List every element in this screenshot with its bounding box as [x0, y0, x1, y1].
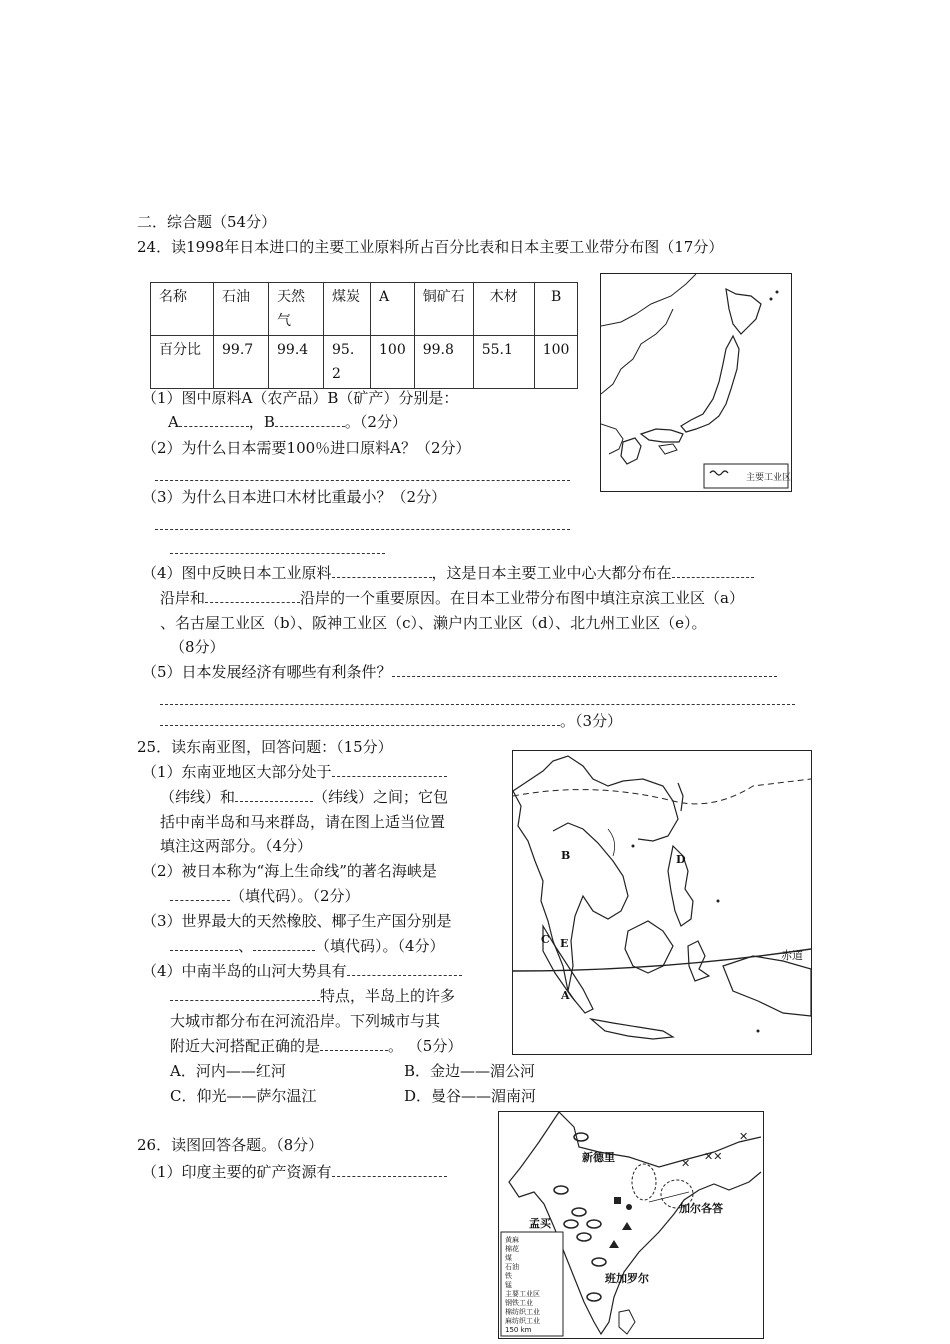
table-row [151, 336, 578, 389]
answer-blank[interactable] [155, 466, 570, 481]
table-cell: B [534, 283, 578, 336]
answer-blank[interactable] [170, 986, 320, 1001]
q25-p3-b: 、 [238, 937, 254, 955]
legend-item: 棉花 [505, 1245, 519, 1253]
q24-p1b-end: 。（2分） [344, 413, 407, 431]
q25-option-a: A．河内——红河 [170, 1062, 286, 1080]
answer-blank[interactable] [332, 1162, 447, 1177]
q24-p5-last [160, 711, 622, 731]
city-bangalore: 班加罗尔 [605, 1272, 649, 1285]
answer-blank[interactable] [160, 690, 795, 705]
q25-p1-d: 括中南半岛和马来群岛，请在图上适当位置 [160, 813, 446, 831]
q25-p4-line1 [142, 961, 462, 981]
answer-blank[interactable] [320, 1036, 388, 1051]
q25-p4-a: （4）中南半岛的山河大势具有 [142, 962, 347, 980]
q25-p4-b: 特点，半岛上的许多 [320, 987, 456, 1005]
svg-text:✕: ✕ [739, 1130, 749, 1143]
legend-item: 煤 [505, 1254, 512, 1262]
japan-map [600, 273, 792, 492]
legend-item: 石油 [505, 1263, 519, 1271]
q25-p1-a: （1）东南亚地区大部分处于 [142, 763, 332, 781]
answer-blank[interactable] [235, 787, 313, 802]
southeast-asia-map-drawing [513, 751, 811, 1054]
legend-item: 锰 [505, 1281, 512, 1289]
india-map-legend [505, 1236, 540, 1335]
southeast-asia-map [512, 750, 812, 1055]
q24-p4-line1 [142, 563, 754, 583]
legend-item: 钢铁工业 [505, 1299, 533, 1307]
q25-p4-c: 大城市都分布在河流沿岸。下列城市与其 [170, 1012, 441, 1030]
table-cell: 99.7 [214, 336, 269, 389]
q25-p1-b: （纬线）和 [160, 788, 236, 806]
q26-p1-line [142, 1162, 447, 1182]
svg-text:✕✕: ✕✕ [704, 1150, 723, 1163]
q24-p5-line [142, 662, 777, 682]
legend-item: 主要工业区 [505, 1290, 540, 1298]
answer-blank[interactable] [392, 662, 777, 677]
q24-p4-b: ，这是日本主要工业中心大都分布在 [431, 564, 672, 582]
table-cell: 天然气 [269, 283, 324, 336]
q24-p3: （3）为什么日本进口木材比重最小？（2分） [142, 488, 447, 506]
q24-p5-end: 。（3分） [560, 712, 623, 730]
answer-blank[interactable] [179, 412, 249, 427]
table-cell: 100 [534, 336, 578, 389]
q24-p4-d: 沿岸的一个重要原因。在日本工业带分布图中填注京滨工业区（a） [300, 589, 744, 607]
q26-p1: （1）印度主要的矿产资源有 [142, 1163, 332, 1181]
answer-blank[interactable] [170, 936, 238, 951]
q25-p1-c: （纬线）之间；它包 [313, 788, 449, 806]
q25-p4-line4 [170, 1036, 462, 1056]
table-cell: 百分比 [151, 336, 214, 389]
legend-item: 黄麻 [505, 1236, 519, 1244]
q24-p1b [168, 412, 407, 432]
table-cell: A [371, 283, 415, 336]
answer-blank[interactable] [160, 711, 560, 726]
q25-p2-a: （2）被日本称为“海上生命线”的著名海峡是 [142, 862, 437, 880]
answer-blank[interactable] [170, 886, 230, 901]
section-title: 二．综合题（54分） [137, 213, 277, 231]
materials-table [150, 282, 578, 389]
q25-p4-line2 [170, 986, 455, 1006]
equator-label: 赤道 [781, 949, 803, 962]
table-cell: 木材 [473, 283, 534, 336]
answer-blank[interactable] [332, 563, 432, 578]
label-c: C [541, 933, 550, 946]
q24-p2: （2）为什么日本需要100％进口原料A？（2分） [142, 439, 471, 457]
table-header-row [151, 283, 578, 336]
q24-p1a: （1）图中原料A（农产品）B（矿产）分别是： [142, 389, 459, 407]
q25-p3-line2 [170, 936, 445, 956]
legend-item: 铁 [505, 1272, 512, 1280]
table-cell: 99.4 [269, 336, 324, 389]
answer-blank[interactable] [332, 762, 447, 777]
answer-blank[interactable] [170, 539, 385, 554]
city-mumbai: 孟买 [529, 1217, 551, 1230]
q25-p1-e: 填注这两部分。（4分） [160, 837, 313, 855]
answer-blank[interactable] [275, 412, 345, 427]
q25-p4-e: 。 （5分） [388, 1037, 463, 1055]
q24-p4-c: 沿岸和 [160, 589, 206, 607]
q25-p2-line2 [170, 886, 360, 906]
q24-p4-e: 、名古屋工业区（b）、阪神工业区（c）、濑户内工业区（d）、北九州工业区（e）。 [160, 614, 707, 632]
label-d: D [676, 853, 686, 866]
answer-blank[interactable] [672, 563, 754, 578]
q24-p4-f: （8分） [170, 638, 225, 656]
answer-blank[interactable] [155, 515, 570, 530]
q24-p1b-b: ，B [248, 413, 275, 431]
q24-p1b-a: A [168, 413, 179, 431]
q25-option-c: C．仰光——萨尔温江 [170, 1087, 317, 1105]
label-a: A [561, 989, 570, 1002]
city-kolkata: 加尔各答 [679, 1202, 723, 1215]
q25-option-b: B．金边——湄公河 [404, 1062, 536, 1080]
answer-blank[interactable] [205, 588, 300, 603]
svg-text:✕: ✕ [681, 1157, 691, 1170]
table-cell: 铜矿石 [414, 283, 473, 336]
answer-blank[interactable] [347, 961, 462, 976]
q25-p1-line1 [142, 762, 447, 782]
q24-p4-line2 [160, 588, 744, 608]
table-cell: 石油 [214, 283, 269, 336]
q25-option-d: D．曼谷——湄南河 [404, 1087, 537, 1105]
answer-blank[interactable] [253, 936, 315, 951]
table-cell: 名称 [151, 283, 214, 336]
q25-title: 25．读东南亚图，回答问题：（15分） [137, 738, 393, 756]
q25-p3-a: （3）世界最大的天然橡胶、椰子生产国分别是 [142, 912, 452, 930]
q25-p4-d: 附近大河搭配正确的是 [170, 1037, 321, 1055]
legend-item: 棉纺织工业 [505, 1308, 540, 1316]
table-cell: 99.8 [414, 336, 473, 389]
japan-map-drawing [601, 274, 791, 491]
japan-map-legend: 主要工业区 [746, 473, 792, 483]
legend-item: 麻纺织工业 [505, 1317, 540, 1325]
table-cell: 55.1 [473, 336, 534, 389]
q25-p1-line2 [160, 787, 448, 807]
q24-title: 24．读1998年日本进口的主要工业原料所占百分比表和日本主要工业带分布图（17分） [137, 238, 724, 256]
label-e: E [560, 937, 569, 950]
q24-p4-a: （4）图中反映日本工业原料 [142, 564, 332, 582]
q25-p2-b: （填代码）。（2分） [230, 887, 360, 905]
q25-p3-c: （填代码）。（4分） [315, 937, 445, 955]
q24-p5: （5）日本发展经济有哪些有利条件？ [142, 663, 392, 681]
table-cell: 煤炭 [324, 283, 371, 336]
india-map [498, 1111, 764, 1339]
label-b: B [561, 849, 571, 862]
map-scale: 150 km [505, 1326, 532, 1334]
q26-title: 26．读图回答各题。（8分） [137, 1136, 324, 1154]
table-cell: 100 [371, 336, 415, 389]
table-cell: 95.2 [324, 336, 371, 389]
city-delhi: 新德里 [582, 1151, 615, 1164]
